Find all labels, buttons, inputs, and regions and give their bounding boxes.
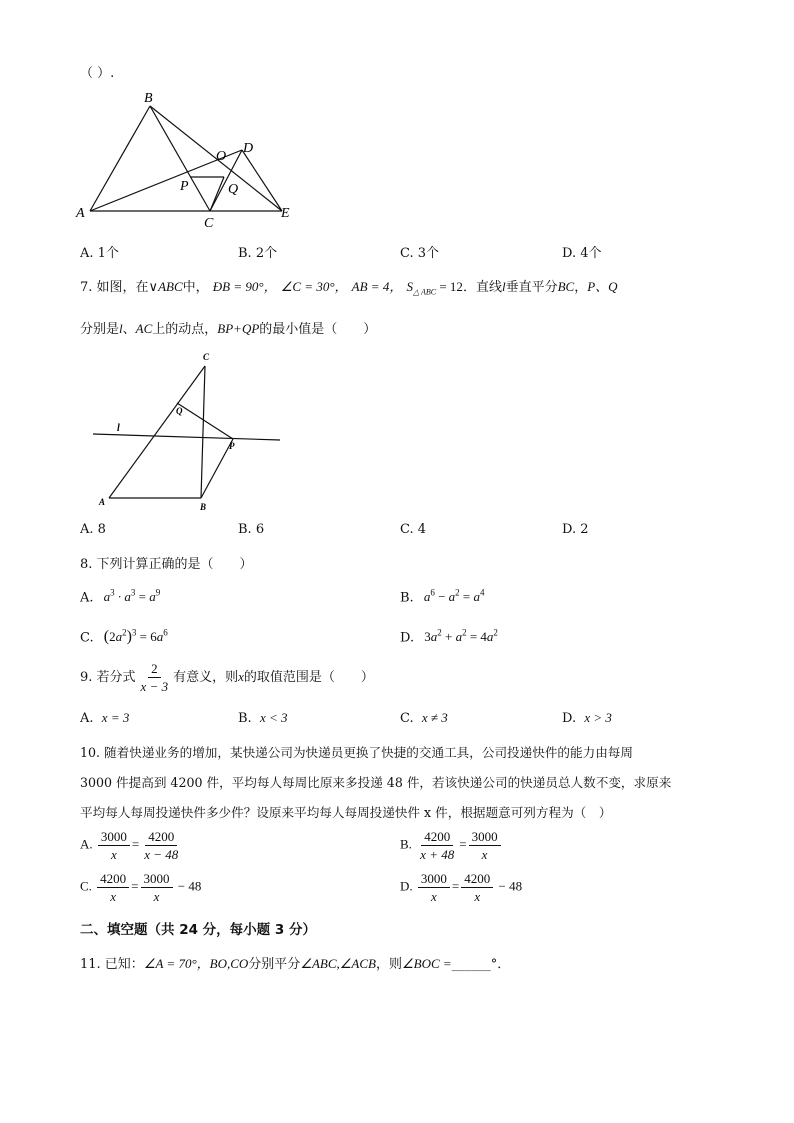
q10-b-left-den: x + 48 [420, 847, 455, 862]
q10-b-right-den: x [481, 847, 488, 862]
q10-option-d-label: D. [400, 878, 413, 894]
q10-d-right-frac [461, 870, 493, 905]
q7-area-s: S [406, 279, 413, 294]
q6-label-Q: Q [228, 182, 239, 197]
q7-ac: AC [135, 321, 153, 336]
q9-option-d [562, 710, 612, 726]
q9-fraction [138, 660, 172, 695]
q8-option-b [400, 588, 485, 605]
q7-option-a: A. 8 [80, 522, 106, 537]
q9-frac-num: 2 [148, 660, 161, 678]
q11-text-b: ，则 [375, 957, 402, 972]
q7-text-d: 垂直平分 [505, 280, 558, 295]
q6-option-c: C. 3个 [400, 246, 440, 261]
q8-option-d-expr: $3a^2 + a^2 = 4a^2$ [424, 628, 498, 645]
q10-stem-line1: 10. 随着快递业务的增加，某快递公司为快递员更换了快捷的交通工具，公司投递快件的能力由每周 [80, 745, 633, 760]
q6-label-P: P [180, 179, 189, 194]
q6-figure [70, 86, 310, 236]
q11-boc: ∠BOC = [402, 956, 452, 971]
q6-option-a: A. 1个 [80, 246, 119, 261]
q7-l: l [501, 279, 506, 294]
q10-c-left-num: 4200 [97, 870, 129, 888]
q9-option-d-label: D. [562, 711, 577, 726]
q9-option-b-label: B. [238, 711, 252, 726]
q10-a-right-frac [141, 828, 181, 863]
q7-label-B: B [200, 502, 207, 512]
q10-a-left-den: x [111, 847, 117, 862]
q7-l2: l [119, 321, 123, 336]
q7-figure [85, 348, 295, 516]
q7-text-a: 如图，在∨ [96, 280, 159, 295]
q10-c-right-den: x [153, 889, 160, 904]
q8-option-a [80, 588, 160, 605]
q10-option-d: D. $\frac{3000}{x}$ = $\frac{4200}{x}$ − 48 [400, 871, 523, 904]
q8-option-c [80, 628, 168, 646]
q10-c-left-den: x [110, 889, 117, 904]
q6-label-C: C [204, 216, 214, 231]
q10-c-left-frac [97, 870, 129, 905]
q9-option-d-value: x > 3 [584, 710, 612, 725]
q7-area [406, 279, 463, 297]
q10-option-a-label: A. [80, 836, 93, 852]
q7-ab: AB = 4， [351, 279, 403, 294]
q10-c-right-num: 3000 [141, 870, 173, 888]
q6-label-O: O [216, 149, 227, 164]
q8-option-c-expr: $(2a^2)^3 = 6a^6$ [103, 628, 168, 646]
q11-angles: ∠ABC,∠ACB [300, 956, 376, 971]
q7-expr: BP+QP [217, 321, 260, 336]
q7-area-sub: △ ABC [412, 287, 437, 297]
q10-option-c-label: C. [80, 878, 92, 894]
q8-option-c-label: C. [80, 630, 94, 646]
q9-option-c [400, 710, 448, 726]
q10-d-right-num: 4200 [461, 870, 493, 888]
q7-option-b: B. 6 [238, 522, 265, 537]
q7-line2-a: 分别是 [80, 322, 120, 337]
q11-text-a: 分别平分 [248, 957, 301, 972]
q10-a-right-num: 4200 [145, 828, 177, 846]
q6-label-B: B [144, 91, 153, 106]
q7-angle-c: ∠C = 30°， [280, 279, 348, 294]
q9-stem-c: 的取值范围是（ ） [243, 670, 374, 685]
q7-bc: BC [557, 279, 575, 294]
q9-option-a-label: A. [80, 711, 94, 726]
q10-a-left-num: 3000 [98, 828, 130, 846]
section-2-heading: 二、填空题（共 24 分，每小题 3 分） [80, 922, 316, 938]
q8-option-a-label: A. [80, 590, 94, 606]
q10-d-left-num: 3000 [418, 870, 450, 888]
q7-number: 7. [80, 280, 93, 295]
q9-stem-a: 9. 若分式 [80, 670, 136, 685]
q6-label-E: E [281, 206, 290, 221]
q9-x: x [238, 669, 244, 684]
q7-option-d: D. 2 [562, 522, 589, 537]
q9-frac-den: x − 3 [140, 679, 169, 694]
q8-option-d-label: D. [400, 630, 415, 646]
q9-option-a [80, 710, 129, 726]
q10-option-c: C. $\frac{4200}{x}$ = $\frac{3000}{x}$ − 48 [80, 871, 202, 904]
q8-option-a-expr: $a^3 \cdot a^3 = a^9$ [103, 588, 161, 605]
q11-angle-a: ∠A = 70°， [143, 956, 210, 971]
q7-stem-line2 [80, 318, 376, 337]
q10-a-left-frac [98, 828, 130, 863]
q8-option-b-label: B. [400, 590, 414, 606]
q7-stem-line1 [80, 276, 618, 297]
q7-pq: P、Q [587, 279, 618, 294]
q9-option-b [238, 710, 288, 726]
q8-option-d [400, 628, 498, 645]
q10-d-left-den: x [431, 889, 437, 904]
q7-area-val: = 12 [436, 279, 463, 294]
q11-stem [80, 953, 510, 972]
q6-answer-paren: （ ）. [80, 66, 115, 81]
q7-angle-b: ÐB = 90°， [212, 279, 277, 294]
q7-line2-b: 、 [122, 322, 136, 337]
q10-c-tail: − 48 [174, 878, 202, 894]
q9-option-c-value: x ≠ 3 [421, 710, 448, 725]
q9-option-c-label: C. [400, 711, 414, 726]
q10-d-right-den: x [474, 889, 481, 904]
q11-bisect: BO,CO [209, 956, 249, 971]
q7-option-c: C. 4 [400, 522, 427, 537]
q11-number: 11. 已知： [80, 957, 144, 972]
q10-stem-line2: 3000 件提高到 4200 件，平均每人每周比原来多投递 48 件，若该快递公司的快递员总人数不变，求原来 [80, 775, 672, 790]
q10-a-right-den: x − 48 [144, 847, 179, 862]
q7-label-P: P [229, 441, 235, 451]
q9-option-b-value: x < 3 [259, 710, 288, 725]
q7-label-C: C [203, 352, 210, 362]
q6-label-D: D [243, 141, 254, 156]
q10-d-tail: − 48 [495, 878, 523, 894]
q10-option-b-label: B. [400, 836, 412, 852]
q7-label-Q: Q [176, 406, 183, 416]
q10-b-right-frac [469, 828, 501, 863]
q9-stem [80, 660, 374, 695]
q7-text-e: ， [574, 280, 588, 295]
q8-option-b-expr: $a^6 - a^2 = a^4$ [423, 588, 485, 605]
q8-stem: 8. 下列计算正确的是（ ） [80, 557, 253, 572]
q7-text-c: ．直线 [462, 280, 502, 295]
q10-d-left-frac [418, 870, 450, 905]
q11-tail: °． [490, 957, 511, 972]
q7-triangle: ABC [158, 279, 183, 294]
q11-blank[interactable]: ______ [451, 957, 491, 972]
q7-line2-d: 的最小值是（ ） [259, 322, 377, 337]
q10-option-a: A. $\frac{3000}{x}$ = $\frac{4200}{x - 48}$ [80, 828, 183, 863]
q7-line2-c: 上的动点， [152, 322, 218, 337]
q10-c-right-frac [141, 870, 173, 905]
q10-b-left-frac [417, 828, 457, 863]
q9-option-a-value: x = 3 [101, 710, 130, 725]
q7-label-A: A [99, 497, 106, 507]
q10-option-b: B. $\frac{4200}{x + 48}$ = $\frac{3000}{x}$ [400, 828, 503, 863]
q9-stem-b: 有意义，则 [173, 670, 239, 685]
q10-b-right-num: 3000 [469, 828, 501, 846]
q6-option-b: B. 2个 [238, 246, 278, 261]
q10-stem-line3: 平均每人每周投递快件多少件？设原来平均每人每周投递快件 x 件，根据题意可列方程为（ ） [80, 805, 612, 820]
q6-option-d: D. 4个 [562, 246, 602, 261]
q6-label-A: A [76, 206, 85, 221]
q7-label-l: l [117, 423, 120, 434]
q10-b-left-num: 4200 [421, 828, 453, 846]
q7-text-b: 中， [182, 280, 209, 295]
